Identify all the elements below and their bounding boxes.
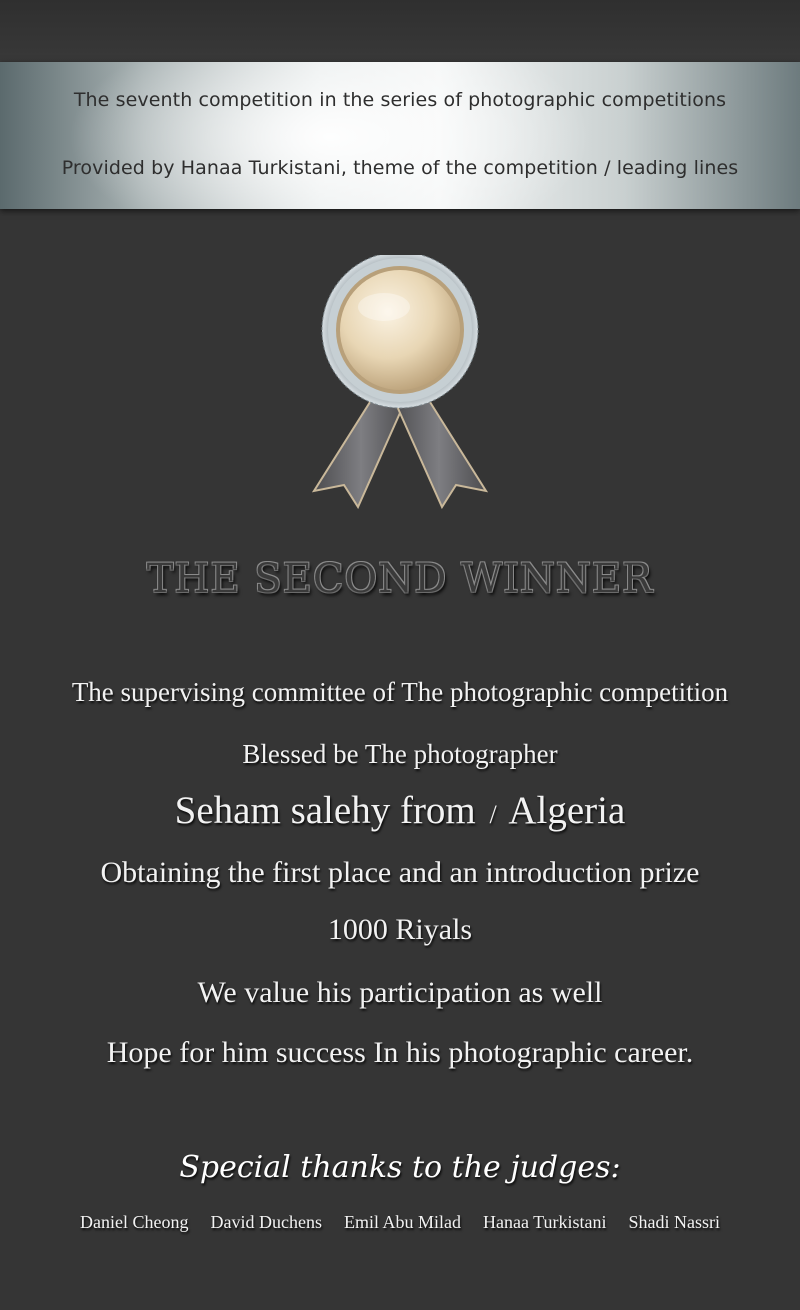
blessed-text: Blessed be The photographer [242,739,558,769]
header-banner [0,62,800,209]
value-text: We value his participation as well [197,976,603,1009]
judges-list [0,1212,800,1233]
judge-name: Emil Abu Milad [343,1212,461,1232]
committee-text: The supervising committee of The photographic competition [71,677,729,707]
obtaining-text: Obtaining the first place and an introduction prize [100,856,700,889]
winner-country: Algeria [508,789,626,832]
winner-line [0,788,800,833]
judge-name: Hanaa Turkistani [482,1212,607,1232]
medal-ribbon-icon [300,255,500,515]
top-shadow [0,0,800,70]
thanks-heading: Special thanks to the judges: [179,1150,621,1185]
judge-name: Daniel Cheong [80,1212,189,1232]
banner-competition-line: The seventh competition in the series of photographic competitions [73,89,727,111]
judge-name: David Duchens [210,1212,322,1232]
medal-face [340,270,460,390]
hope-text: Hope for him success In his photographic career. [106,1036,694,1069]
prize-text: 1000 Riyals [327,913,473,946]
banner-provider-line: Provided by Hanaa Turkistani, theme of the competition / leading lines [61,157,739,179]
page-title: THE SECOND WINNER [146,556,654,602]
medal-highlight [358,293,410,321]
judge-name: Shadi Nassri [628,1212,720,1232]
winner-separator: / [489,800,497,829]
winner-name: Seham salehy from [174,789,476,832]
